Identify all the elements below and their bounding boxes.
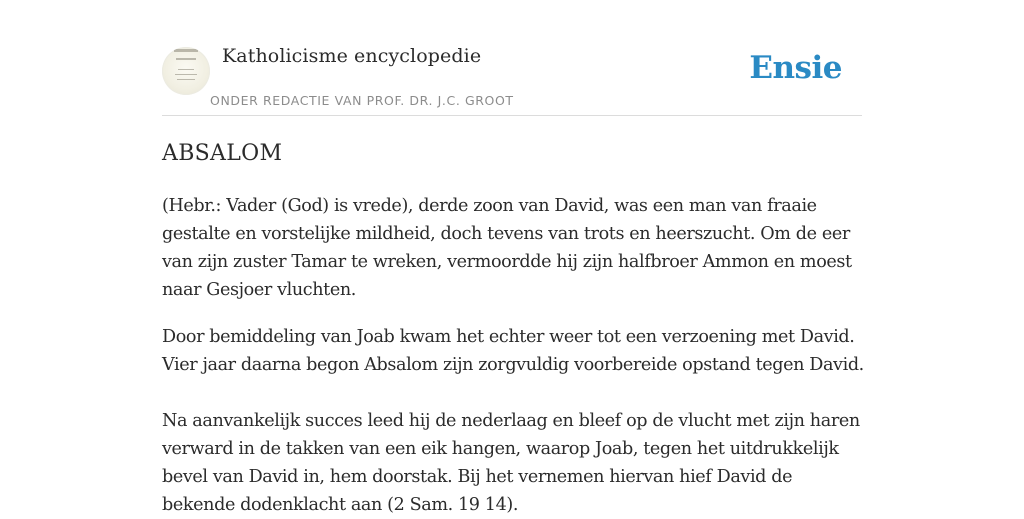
article-paragraph	[162, 323, 862, 379]
paragraph-line: Door bemiddeling van Joab kwam het echter weer tot een verzoening met David.	[162, 327, 855, 347]
paragraph-line: naar Gesjoer vluchten.	[162, 280, 356, 300]
book-cover-icon[interactable]	[162, 47, 210, 95]
paragraph-line: Vier jaar daarna begon Absalom zijn zorgvuldig voorbereide opstand tegen David.	[162, 355, 864, 375]
paragraph-line: (Hebr.: Vader (God) is vrede), derde zoon van David, was een man van fraaie	[162, 196, 817, 216]
encyclopedia-title-link[interactable]: Katholicisme encyclopedie	[222, 45, 482, 67]
cover-title-mark	[174, 49, 198, 52]
article-title: ABSALOM	[162, 141, 283, 166]
paragraph-line: gestalte en vorstelijke mildheid, doch tevens van trots en heerszucht. Om de eer	[162, 224, 850, 244]
site-header	[162, 0, 862, 116]
paragraph-line: bevel van David in, hem doorstak. Bij het vernemen hiervan hief David de	[162, 467, 793, 487]
article-paragraph	[162, 192, 862, 304]
editor-subtitle: ONDER REDACTIE VAN PROF. DR. J.C. GROOT	[210, 93, 514, 108]
cover-line	[175, 74, 197, 75]
paragraph-line: Na aanvankelijk succes leed hij de nederlaag en bleef op de vlucht met zijn haren	[162, 411, 860, 431]
cover-line	[177, 79, 195, 80]
paragraph-line: verward in de takken van een eik hangen, waarop Joab, tegen het uitdrukkelijk	[162, 439, 839, 459]
cover-line	[176, 58, 196, 60]
cover-line	[178, 69, 194, 70]
paragraph-line: van zijn zuster Tamar te wreken, vermoordde hij zijn halfbroer Ammon en moest	[162, 252, 852, 272]
article-paragraph	[162, 407, 862, 519]
ensie-logo-link[interactable]: Ensie	[749, 50, 842, 86]
paragraph-line: bekende dodenklacht aan (2 Sam. 19 14).	[162, 495, 519, 515]
page	[162, 0, 864, 515]
